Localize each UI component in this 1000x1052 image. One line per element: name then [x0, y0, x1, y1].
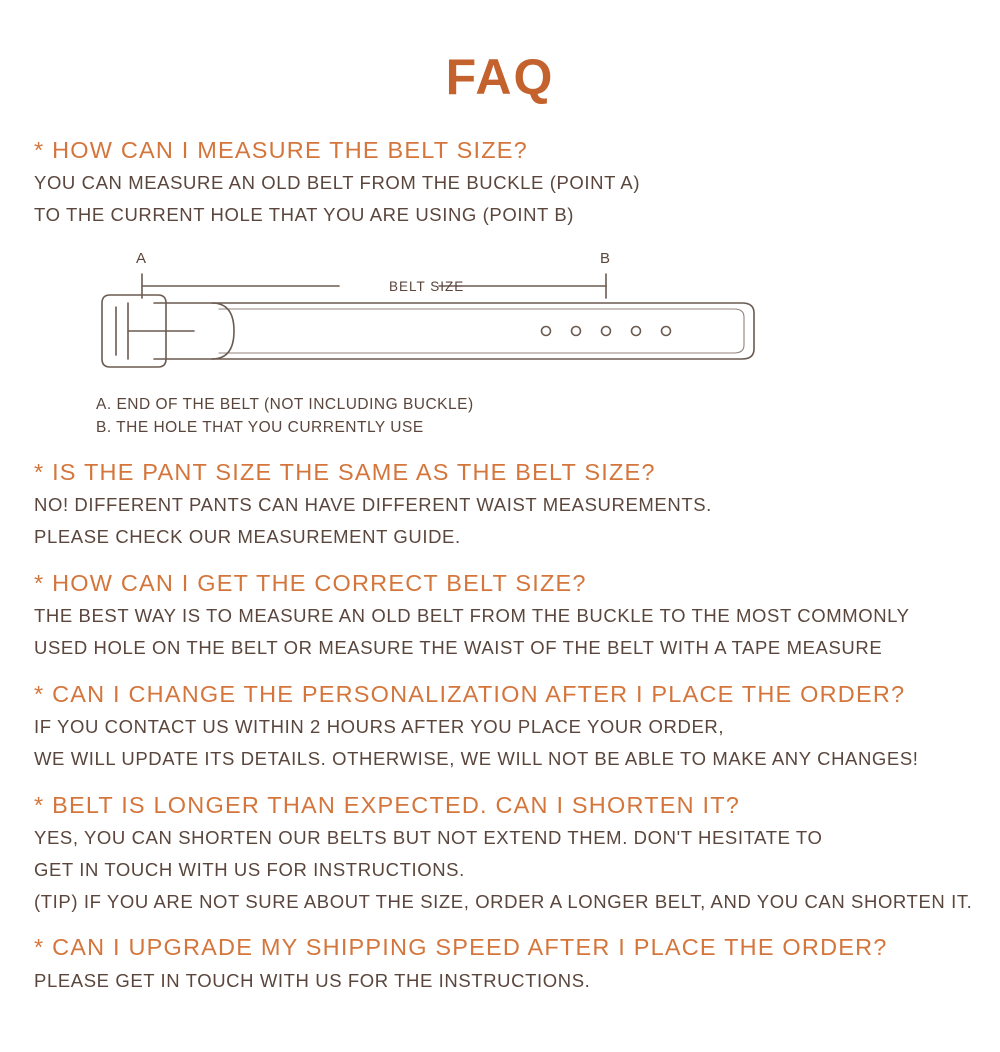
diagram-caption-line: A. END OF THE BELT (NOT INCLUDING BUCKLE) — [96, 396, 474, 413]
diagram-caption-line: B. THE HOLE THAT YOU CURRENTLY USE — [96, 419, 424, 437]
belt-diagram — [94, 241, 794, 391]
faq-item-6 — [34, 933, 966, 994]
faq-answer-line: GET IN TOUCH WITH US FOR INSTRUCTIONS. — [34, 858, 465, 880]
faq-tip: (TIP) IF YOU ARE NOT SURE ABOUT THE SIZE, ORDER A LONGER BELT, AND YOU CAN SHORTEN IT. — [34, 890, 973, 912]
page-title: FAQ — [445, 49, 555, 105]
faq-answer-line: YES, YOU CAN SHORTEN OUR BELTS BUT NOT EXTEND THEM. DON'T HESITATE TO — [34, 826, 823, 848]
faq-answer-line: NO! DIFFERENT PANTS CAN HAVE DIFFERENT WAIST MEASUREMENTS. — [34, 493, 712, 515]
faq-answer-line: TO THE CURRENT HOLE THAT YOU ARE USING (POINT B) — [34, 204, 575, 226]
faq-answer-line: USED HOLE ON THE BELT OR MEASURE THE WAIST OF THE BELT WITH A TAPE MEASURE — [34, 636, 883, 658]
diagram-label-a: A — [136, 250, 147, 267]
faq-item-5 — [34, 791, 973, 916]
faq-question: * CAN I CHANGE THE PERSONALIZATION AFTER I PLACE THE ORDER? — [34, 680, 906, 707]
diagram-label-b: B — [600, 250, 611, 267]
faq-answer-line: WE WILL UPDATE ITS DETAILS. OTHERWISE, WE WILL NOT BE ABLE TO MAKE ANY CHANGES! — [34, 747, 919, 769]
faq-question: * HOW CAN I GET THE CORRECT BELT SIZE? — [34, 569, 587, 596]
faq-question: * HOW CAN I MEASURE THE BELT SIZE? — [34, 137, 528, 163]
faq-answer-line: PLEASE GET IN TOUCH WITH US FOR THE INSTRUCTIONS. — [34, 969, 591, 991]
faq-page — [0, 49, 1000, 1052]
faq-item-3 — [34, 569, 966, 662]
faq-answer-line: THE BEST WAY IS TO MEASURE AN OLD BELT FROM THE BUCKLE TO THE MOST COMMONLY — [34, 604, 910, 626]
faq-answer-line: IF YOU CONTACT US WITHIN 2 HOURS AFTER YOU PLACE YOUR ORDER, — [34, 715, 725, 737]
faq-item-4 — [34, 680, 966, 773]
faq-question: * CAN I UPGRADE MY SHIPPING SPEED AFTER I PLACE THE ORDER? — [34, 934, 888, 961]
faq-answer-line: PLEASE CHECK OUR MEASUREMENT GUIDE. — [34, 525, 461, 547]
faq-question: * BELT IS LONGER THAN EXPECTED. CAN I SHORTEN IT? — [34, 791, 741, 818]
diagram-measure-label: BELT SIZE — [389, 279, 465, 294]
faq-item-1 — [34, 136, 966, 229]
faq-item-2 — [34, 458, 966, 551]
faq-question: * IS THE PANT SIZE THE SAME AS THE BELT SIZE? — [34, 458, 656, 485]
faq-answer-line: YOU CAN MEASURE AN OLD BELT FROM THE BUCKLE (POINT A) — [34, 172, 641, 194]
